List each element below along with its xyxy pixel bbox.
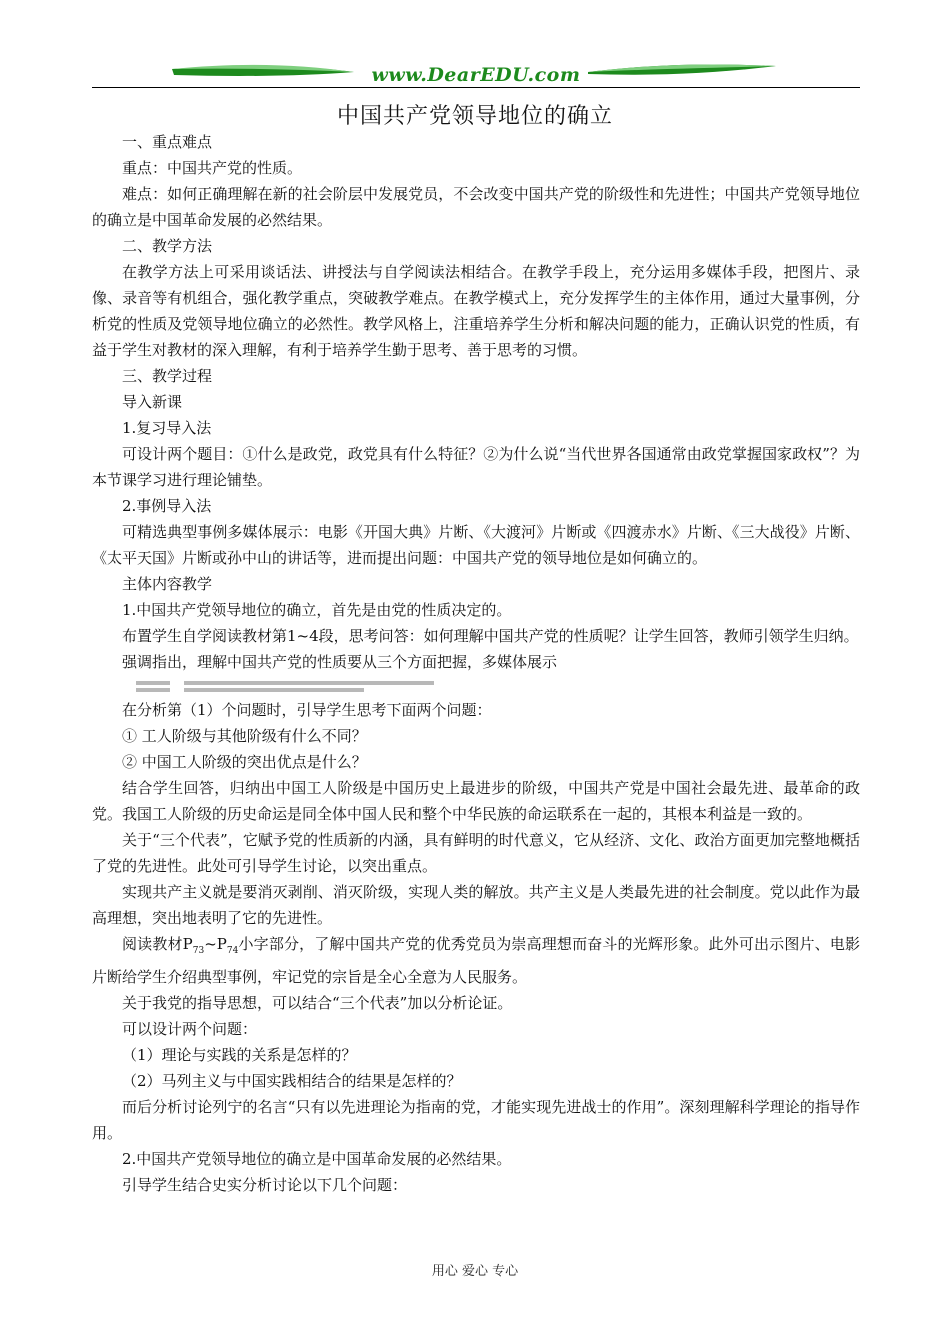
- paragraph: 导入新课: [122, 393, 183, 411]
- paragraph-reading: 阅读教材$P_{73}\sim P_{74}$小字部分，了解中国共产党的优秀党员为崇高理想而奋斗的光辉形象。此外可出示图片、电影片断给学生介绍典型事例，牢记党的宗旨是全心全意为人民服务。: [92, 935, 860, 986]
- figure-label-column: [136, 681, 170, 692]
- multimedia-display-figure: [92, 675, 860, 697]
- paragraph: （1）理论与实践的关系是怎样的？: [122, 1046, 357, 1064]
- paragraph: ② 中国工人阶级的突出优点是什么？: [122, 753, 367, 771]
- site-header-banner: [92, 60, 860, 90]
- figure-text-column: [184, 681, 434, 692]
- paragraph: 难点：如何正确理解在新的社会阶层中发展党员，不会改变中国共产党的阶级性和先进性；中国共产党领导地位的确立是中国革命发展的必然结果。: [92, 185, 860, 229]
- paragraph: 重点：中国共产党的性质。: [122, 159, 303, 177]
- paragraph: 实现共产主义就是要消灭剥削、消灭阶级，实现人类的解放。共产主义是人类最先进的社会制度。党以此作为最高理想，突出地表明了它的先进性。: [92, 883, 860, 927]
- page-title: 中国共产党领导地位的确立: [336, 104, 613, 129]
- paragraph: 引导学生结合史实分析讨论以下几个问题：: [122, 1176, 408, 1194]
- paragraph: 三、教学过程: [122, 367, 213, 385]
- paragraph: 2.中国共产党领导地位的确立是中国革命发展的必然结果。: [122, 1150, 512, 1168]
- paragraph: 强调指出，理解中国共产党的性质要从三个方面把握，多媒体展示: [122, 653, 558, 671]
- paragraph: 在教学方法上可采用谈话法、讲授法与自学阅读法相结合。在教学手段上，充分运用多媒体手段，把图片、录像、录音等有机组合，强化教学重点，突破教学难点。在教学模式上，充分发挥学生的主体作用，通过大量事例，分析党的性质及党领导地位确立的必然性。教学风格上，注重培养学生分析和解决问题的能力，正确认识党的性质，有益于学生对教材的深入理解，有利于培养学生勤于思考、善于思考的习惯。: [92, 263, 860, 359]
- paragraph: （2）马列主义与中国实践相结合的结果是怎样的？: [122, 1072, 462, 1090]
- paragraph: 关于“三个代表”，它赋予党的性质新的内涵，具有鲜明的时代意义，它从经济、文化、政治方面更加完整地概括了党的先进性。此处可引导学生讨论，以突出重点。: [92, 831, 860, 875]
- paragraph: 关于我党的指导思想，可以结合“三个代表”加以分析论证。: [122, 994, 513, 1012]
- page-footer: 用心 爱心 专心: [431, 1264, 519, 1279]
- paragraph: 可设计两个题目：①什么是政党，政党具有什么特征？②为什么说“当代世界各国通常由政党掌握国家政权”？为本节课学习进行理论铺垫。: [92, 445, 860, 489]
- paragraph: 可精选典型事例多媒体展示：电影《开国大典》片断、《大渡河》片断或《四渡赤水》片断、《三大战役》片断、《太平天国》片断或孙中山的讲话等，进而提出问题：中国共产党的领导地位是如何确立的。: [92, 523, 860, 567]
- paragraph: 可以设计两个问题：: [122, 1020, 258, 1038]
- paragraph: 结合学生回答，归纳出中国工人阶级是中国历史上最进步的阶级，中国共产党是中国社会最先进、最革命的政党。我国工人阶级的历史命运是同全体中国人民和整个中华民族的命运联系在一起的，其根本利益是一致的。: [92, 779, 860, 823]
- header-rule: [92, 87, 860, 88]
- document-body: [92, 129, 860, 1198]
- paragraph: 而后分析讨论列宁的名言“只有以先进理论为指南的党，才能实现先进战士的作用”。深刻理解科学理论的指导作用。: [92, 1098, 860, 1142]
- paragraph: 一、重点难点: [122, 133, 213, 151]
- paragraph: 二、教学方法: [122, 237, 213, 255]
- paragraph: ① 工人阶级与其他阶级有什么不同？: [122, 727, 367, 745]
- site-logo-text: www.DearEDU.com: [371, 64, 581, 86]
- paragraph: 在分析第（1）个问题时，引导学生思考下面两个问题：: [122, 701, 492, 719]
- paragraph: 布置学生自学阅读教材第1~4段，思考问答：如何理解中国共产党的性质呢？让学生回答，教师引领学生归纳。: [122, 627, 859, 645]
- paragraph: 1.中国共产党领导地位的确立，首先是由党的性质决定的。: [122, 601, 512, 619]
- paragraph: 2.事例导入法: [122, 497, 212, 515]
- paragraph: 主体内容教学: [122, 575, 213, 593]
- paragraph: 1.复习导入法: [122, 419, 212, 437]
